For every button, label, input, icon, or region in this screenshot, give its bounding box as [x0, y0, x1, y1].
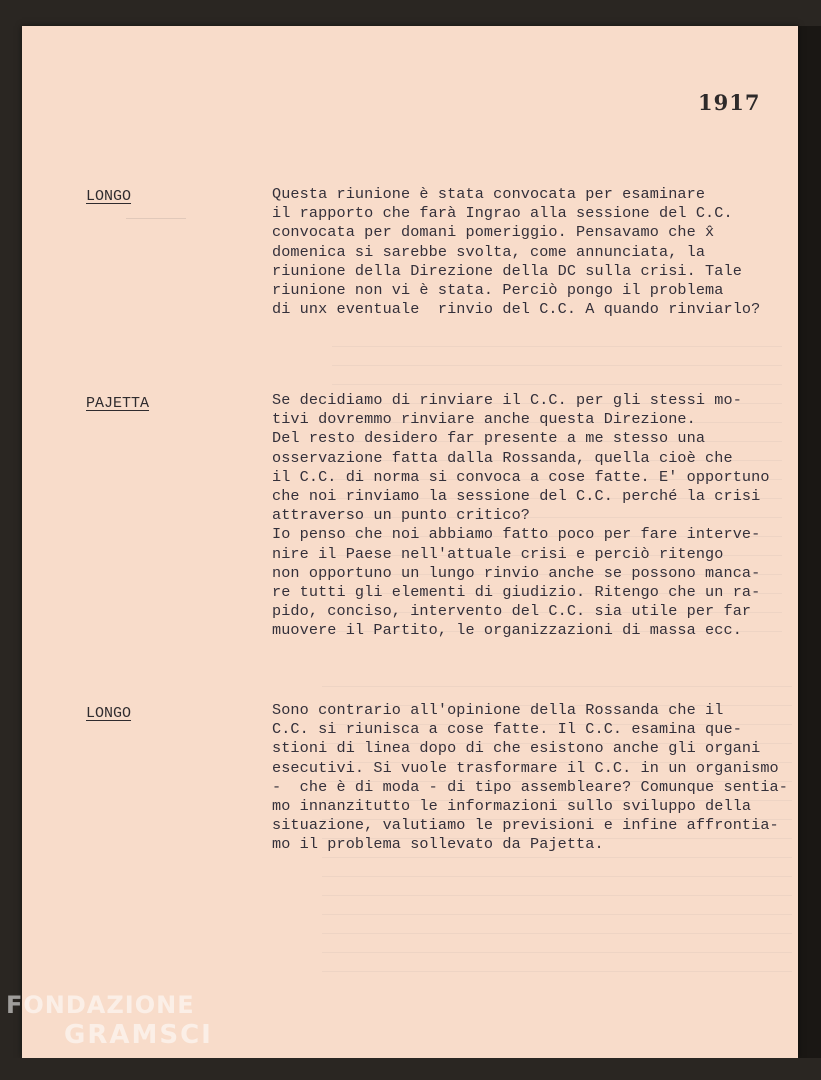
speech-text: Se decidiamo di rinviare il C.C. per gli stessi mo- tivi dovremmo rinviare anche questa Direzione. Del resto desidero far presente a me stesso una osservazione fatta dalla Rossanda, quella cioè che il C.C. di norma si convoca a cose fatte. E' opportuno che noi rinviamo la sessione del C.C. perché la crisi attraverso un punto critico? Io penso che noi abbiamo fatto poco per fare interve- nire il Paese nell'attuale crisi e perciò ritengo non opportuno un lungo rinvio anche se possono manca- re tutti gli elementi di giudizio. Ritengo che un ra- pido, conciso, intervento del C.C. sia utile per far muovere il Partito, le organizzazioni di massa ecc.	[272, 391, 770, 640]
speaker-label: PAJETTA	[86, 395, 150, 412]
page-number: 1917	[698, 90, 761, 115]
watermark-line: GRAMSCI	[64, 1020, 213, 1050]
bleed-through-text	[126, 208, 186, 219]
speaker-label: LONGO	[86, 188, 132, 205]
watermark-logo	[6, 990, 213, 1050]
speaker-label: LONGO	[86, 705, 132, 722]
scan-edge	[798, 26, 821, 1080]
speech-text: Questa riunione è stata convocata per esaminare il rapporto che farà Ingrao alla sessione del C.C. convocata per domani pomeriggio. Pensavamo che x̂ domenica si sarebbe svolta, come annunciata, la riunione della Direzione della DC sulla crisi. Tale riunione non vi è stata. Perciò pongo il problema di unx eventuale rinvio del C.C. A quando rinviarlo?	[272, 185, 761, 319]
scan-bottom-edge	[0, 1058, 821, 1080]
document-page	[22, 26, 798, 1058]
watermark-line: FONDAZIONE	[6, 991, 195, 1019]
speech-text: Sono contrario all'opinione della Rossanda che il C.C. si riunisca a cose fatte. Il C.C. esamina que- stioni di linea dopo di che esistono anche gli organi esecutivi. Si vuole trasformare il C.C. in un organismo - che è di moda - di tipo assembleare? Comunque sentia- mo innanzitutto le informazioni sullo sviluppo della situazione, valutiamo le previsioni e infine affrontia- mo il problema sollevato da Pajetta.	[272, 701, 788, 854]
